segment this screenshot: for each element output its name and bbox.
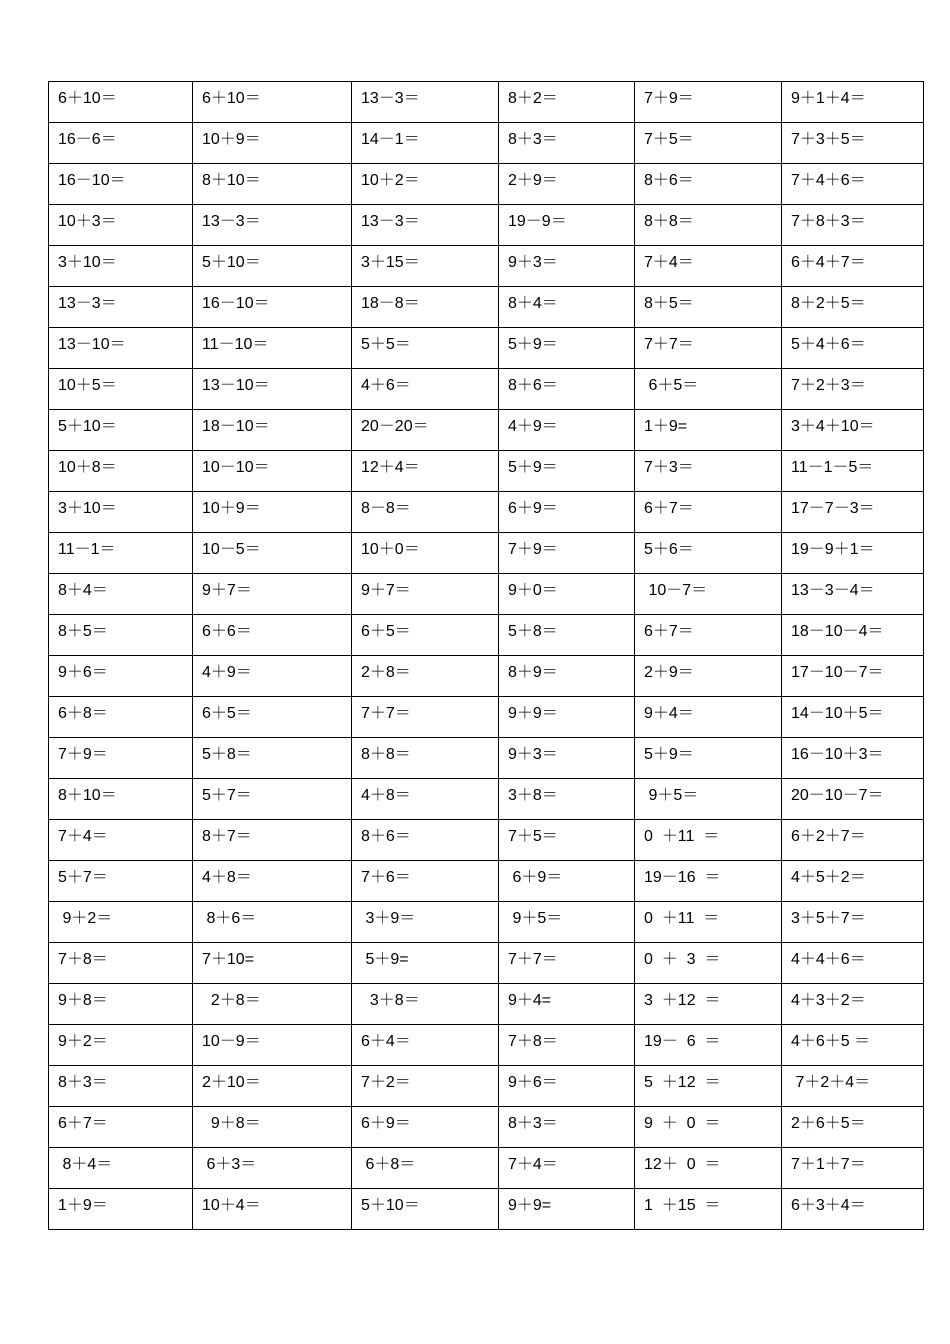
problem-cell: 7＋4＝ — [635, 246, 782, 287]
problem-cell: 19－16 ＝ — [635, 861, 782, 902]
problem-cell: 9＋5＝ — [635, 779, 782, 820]
problem-cell: 10＋9＝ — [193, 123, 352, 164]
problem-cell: 8＋3＝ — [499, 123, 635, 164]
problem-cell: 8＋10＝ — [193, 164, 352, 205]
problem-cell: 10＋5＝ — [49, 369, 193, 410]
problem-cell: 5 ＋12 ＝ — [635, 1066, 782, 1107]
problem-cell: 9＋4= — [499, 984, 635, 1025]
problem-cell: 20－20＝ — [352, 410, 499, 451]
problem-cell: 7＋8＝ — [499, 1025, 635, 1066]
problem-cell: 6＋3＋4＝ — [782, 1189, 924, 1230]
problem-cell: 6＋3＝ — [193, 1148, 352, 1189]
problem-cell: 3 ＋12 ＝ — [635, 984, 782, 1025]
problem-cell: 13－10＝ — [193, 369, 352, 410]
problem-cell: 7＋9＝ — [635, 82, 782, 123]
problem-cell: 13－3＝ — [49, 287, 193, 328]
problem-cell: 6＋7＝ — [49, 1107, 193, 1148]
table-row — [49, 697, 924, 738]
problem-cell: 9＋0＝ — [499, 574, 635, 615]
problem-cell: 7＋7＝ — [499, 943, 635, 984]
problem-cell: 5＋10＝ — [352, 1189, 499, 1230]
problem-cell: 5＋5＝ — [352, 328, 499, 369]
problem-cell: 10－9＝ — [193, 1025, 352, 1066]
table-row — [49, 533, 924, 574]
problem-cell: 0 ＋11 ＝ — [635, 820, 782, 861]
problem-cell: 0 ＋11 ＝ — [635, 902, 782, 943]
problem-cell: 7＋9＝ — [49, 738, 193, 779]
problem-cell: 4＋9＝ — [499, 410, 635, 451]
problem-cell: 6＋8＝ — [352, 1148, 499, 1189]
problem-cell: 3＋10＝ — [49, 492, 193, 533]
problem-cell: 5＋10＝ — [49, 410, 193, 451]
table-row — [49, 205, 924, 246]
problem-cell: 9＋3＝ — [499, 246, 635, 287]
problem-cell: 7＋6＝ — [352, 861, 499, 902]
table-row — [49, 164, 924, 205]
problem-cell: 10＋8＝ — [49, 451, 193, 492]
problem-cell: 12＋ 0 ＝ — [635, 1148, 782, 1189]
problem-cell: 7＋5＝ — [635, 123, 782, 164]
problem-cell: 6＋9＝ — [499, 861, 635, 902]
table-row — [49, 246, 924, 287]
table-row — [49, 574, 924, 615]
problem-cell: 16－10＝ — [49, 164, 193, 205]
problem-cell: 8＋6＝ — [499, 369, 635, 410]
problem-cell: 13－3＝ — [352, 205, 499, 246]
table-row — [49, 328, 924, 369]
table-row — [49, 123, 924, 164]
table-row — [49, 82, 924, 123]
problem-cell: 5＋8＝ — [499, 615, 635, 656]
problem-cell: 3＋8＝ — [499, 779, 635, 820]
problem-cell: 8＋3＝ — [49, 1066, 193, 1107]
problem-cell: 7＋5＝ — [499, 820, 635, 861]
problem-cell: 8－8＝ — [352, 492, 499, 533]
problem-cell: 10－7＝ — [635, 574, 782, 615]
problem-cell: 7＋2＋4＝ — [782, 1066, 924, 1107]
problem-cell: 8＋5＝ — [635, 287, 782, 328]
problem-cell: 8＋10＝ — [49, 779, 193, 820]
problem-cell: 10＋4＝ — [193, 1189, 352, 1230]
problem-cell: 8＋2＋5＝ — [782, 287, 924, 328]
problem-cell: 5＋6＝ — [635, 533, 782, 574]
problem-cell: 6＋7＝ — [635, 615, 782, 656]
problem-cell: 13－3＝ — [193, 205, 352, 246]
problem-cell: 8＋8＝ — [635, 205, 782, 246]
table-row — [49, 410, 924, 451]
problem-cell: 5＋9= — [352, 943, 499, 984]
problem-cell: 19－ 6 ＝ — [635, 1025, 782, 1066]
problem-cell: 7＋2＋3＝ — [782, 369, 924, 410]
problem-cell: 7＋8＋3＝ — [782, 205, 924, 246]
problem-cell: 1 ＋15 ＝ — [635, 1189, 782, 1230]
problem-cell: 8＋6＝ — [635, 164, 782, 205]
problem-cell: 17－7－3＝ — [782, 492, 924, 533]
problem-cell: 6＋2＋7＝ — [782, 820, 924, 861]
problem-cell: 9＋2＝ — [49, 1025, 193, 1066]
problem-cell: 7＋7＝ — [352, 697, 499, 738]
problem-cell: 11－1－5＝ — [782, 451, 924, 492]
problem-cell: 9＋9＝ — [499, 697, 635, 738]
problem-cell: 6＋5＝ — [352, 615, 499, 656]
problem-cell: 19－9＝ — [499, 205, 635, 246]
problem-cell: 9＋8＝ — [49, 984, 193, 1025]
problem-cell: 5＋4＋6＝ — [782, 328, 924, 369]
problem-cell: 11－1＝ — [49, 533, 193, 574]
problem-cell: 10＋2＝ — [352, 164, 499, 205]
problem-cell: 9＋8＝ — [193, 1107, 352, 1148]
problem-cell: 4＋6＝ — [352, 369, 499, 410]
problem-cell: 6＋8＝ — [49, 697, 193, 738]
problem-cell: 3＋15＝ — [352, 246, 499, 287]
problem-cell: 9＋7＝ — [193, 574, 352, 615]
problem-cell: 4＋4＋6＝ — [782, 943, 924, 984]
problem-cell: 8＋4＝ — [499, 287, 635, 328]
problem-cell: 6＋10＝ — [49, 82, 193, 123]
problem-cell: 9＋1＋4＝ — [782, 82, 924, 123]
problem-cell: 3＋5＋7＝ — [782, 902, 924, 943]
problem-cell: 20－10－7＝ — [782, 779, 924, 820]
problem-cell: 0 ＋ 3 ＝ — [635, 943, 782, 984]
problem-cell: 9 ＋ 0 ＝ — [635, 1107, 782, 1148]
problem-cell: 1＋9= — [635, 410, 782, 451]
arithmetic-worksheet-table — [48, 81, 924, 1230]
problem-cell: 6＋10＝ — [193, 82, 352, 123]
table-row — [49, 287, 924, 328]
problem-cell: 4＋6＋5 ＝ — [782, 1025, 924, 1066]
table-row — [49, 492, 924, 533]
problem-cell: 2＋6＋5＝ — [782, 1107, 924, 1148]
table-row — [49, 820, 924, 861]
problem-cell: 9＋6＝ — [499, 1066, 635, 1107]
problem-cell: 9＋5＝ — [499, 902, 635, 943]
problem-cell: 7＋10= — [193, 943, 352, 984]
problem-cell: 10＋9＝ — [193, 492, 352, 533]
problem-cell: 6＋5＝ — [193, 697, 352, 738]
problem-cell: 7＋3＝ — [635, 451, 782, 492]
problem-cell: 9＋4＝ — [635, 697, 782, 738]
table-row — [49, 656, 924, 697]
table-row — [49, 451, 924, 492]
problem-cell: 9＋3＝ — [499, 738, 635, 779]
problem-cell: 9＋7＝ — [352, 574, 499, 615]
problem-cell: 3＋9＝ — [352, 902, 499, 943]
table-row — [49, 1148, 924, 1189]
problem-cell: 16－10＝ — [193, 287, 352, 328]
problem-cell: 2＋8＝ — [352, 656, 499, 697]
problem-cell: 14－10＋5＝ — [782, 697, 924, 738]
problem-cell: 6＋9＝ — [352, 1107, 499, 1148]
problem-cell: 5＋9＝ — [499, 328, 635, 369]
problem-cell: 8＋6＝ — [193, 902, 352, 943]
problem-cell: 16－6＝ — [49, 123, 193, 164]
problem-cell: 13－3－4＝ — [782, 574, 924, 615]
problem-cell: 9＋9= — [499, 1189, 635, 1230]
problem-cell: 3＋4＋10＝ — [782, 410, 924, 451]
problem-cell: 6＋6＝ — [193, 615, 352, 656]
problem-cell: 13－10＝ — [49, 328, 193, 369]
problem-cell: 17－10－7＝ — [782, 656, 924, 697]
table-row — [49, 902, 924, 943]
problem-cell: 1＋9＝ — [49, 1189, 193, 1230]
problem-cell: 8＋8＝ — [352, 738, 499, 779]
problem-cell: 18－8＝ — [352, 287, 499, 328]
table-row — [49, 1066, 924, 1107]
problem-cell: 5＋10＝ — [193, 246, 352, 287]
problem-cell: 8＋7＝ — [193, 820, 352, 861]
problem-cell: 2＋9＝ — [499, 164, 635, 205]
problem-cell: 3＋10＝ — [49, 246, 193, 287]
problem-cell: 16－10＋3＝ — [782, 738, 924, 779]
problem-cell: 7＋7＝ — [635, 328, 782, 369]
problem-cell: 18－10＝ — [193, 410, 352, 451]
problem-cell: 2＋10＝ — [193, 1066, 352, 1107]
table-row — [49, 779, 924, 820]
problem-cell: 10＋3＝ — [49, 205, 193, 246]
problem-cell: 6＋7＝ — [635, 492, 782, 533]
problem-cell: 14－1＝ — [352, 123, 499, 164]
problem-cell: 8＋6＝ — [352, 820, 499, 861]
problem-cell: 9＋6＝ — [49, 656, 193, 697]
problem-cell: 13－3＝ — [352, 82, 499, 123]
problem-cell: 7＋9＝ — [499, 533, 635, 574]
problem-cell: 10＋0＝ — [352, 533, 499, 574]
worksheet-body — [49, 82, 924, 1230]
problem-cell: 3＋8＝ — [352, 984, 499, 1025]
problem-cell: 7＋3＋5＝ — [782, 123, 924, 164]
problem-cell: 7＋4＝ — [49, 820, 193, 861]
problem-cell: 7＋4＋6＝ — [782, 164, 924, 205]
problem-cell: 19－9＋1＝ — [782, 533, 924, 574]
table-row — [49, 1189, 924, 1230]
problem-cell: 4＋3＋2＝ — [782, 984, 924, 1025]
problem-cell: 4＋5＋2＝ — [782, 861, 924, 902]
table-row — [49, 615, 924, 656]
problem-cell: 5＋9＝ — [499, 451, 635, 492]
problem-cell: 10－5＝ — [193, 533, 352, 574]
problem-cell: 2＋9＝ — [635, 656, 782, 697]
problem-cell: 4＋8＝ — [352, 779, 499, 820]
problem-cell: 5＋8＝ — [193, 738, 352, 779]
problem-cell: 8＋2＝ — [499, 82, 635, 123]
problem-cell: 5＋9＝ — [635, 738, 782, 779]
problem-cell: 4＋8＝ — [193, 861, 352, 902]
problem-cell: 2＋8＝ — [193, 984, 352, 1025]
problem-cell: 4＋9＝ — [193, 656, 352, 697]
problem-cell: 8＋4＝ — [49, 1148, 193, 1189]
table-row — [49, 1107, 924, 1148]
problem-cell: 8＋5＝ — [49, 615, 193, 656]
problem-cell: 8＋3＝ — [499, 1107, 635, 1148]
table-row — [49, 943, 924, 984]
problem-cell: 7＋1＋7＝ — [782, 1148, 924, 1189]
problem-cell: 6＋4＝ — [352, 1025, 499, 1066]
problem-cell: 18－10－4＝ — [782, 615, 924, 656]
problem-cell: 6＋4＋7＝ — [782, 246, 924, 287]
problem-cell: 8＋9＝ — [499, 656, 635, 697]
table-row — [49, 1025, 924, 1066]
problem-cell: 9＋2＝ — [49, 902, 193, 943]
table-row — [49, 369, 924, 410]
problem-cell: 5＋7＝ — [193, 779, 352, 820]
problem-cell: 6＋9＝ — [499, 492, 635, 533]
problem-cell: 7＋4＝ — [499, 1148, 635, 1189]
problem-cell: 8＋4＝ — [49, 574, 193, 615]
table-row — [49, 738, 924, 779]
table-row — [49, 984, 924, 1025]
problem-cell: 6＋5＝ — [635, 369, 782, 410]
problem-cell: 7＋8＝ — [49, 943, 193, 984]
problem-cell: 5＋7＝ — [49, 861, 193, 902]
table-row — [49, 861, 924, 902]
problem-cell: 10－10＝ — [193, 451, 352, 492]
problem-cell: 7＋2＝ — [352, 1066, 499, 1107]
problem-cell: 12＋4＝ — [352, 451, 499, 492]
problem-cell: 11－10＝ — [193, 328, 352, 369]
